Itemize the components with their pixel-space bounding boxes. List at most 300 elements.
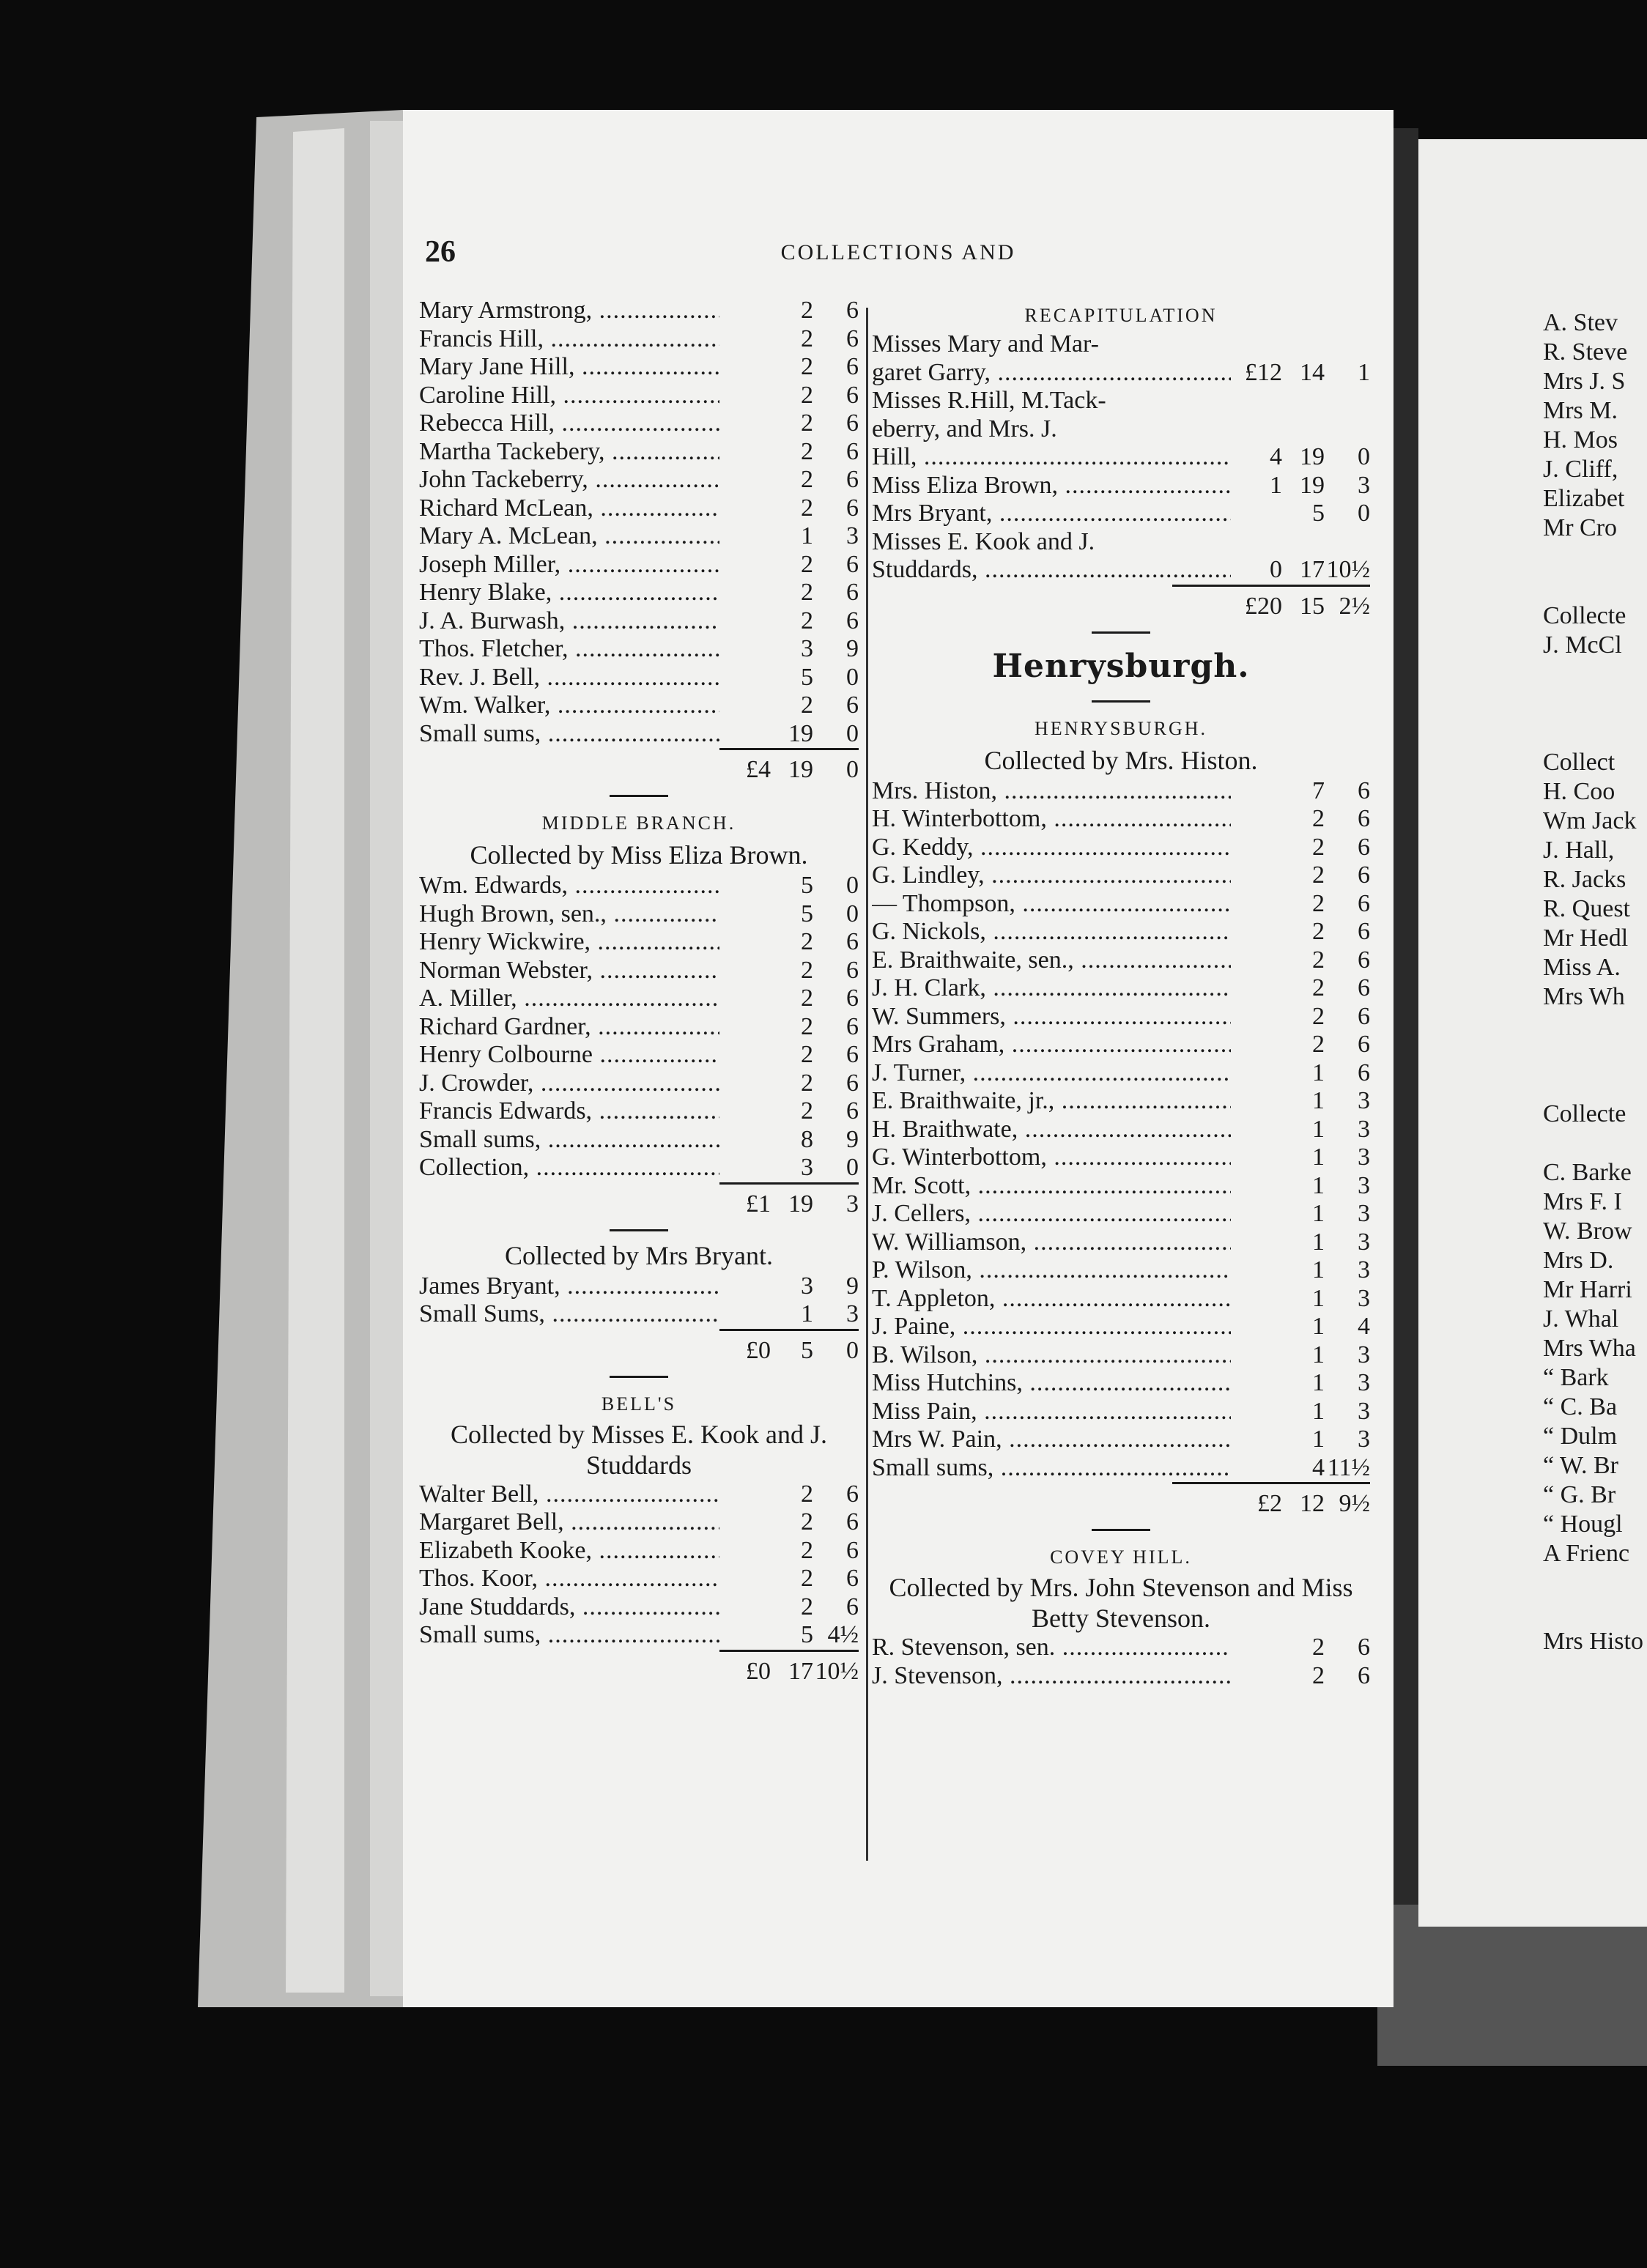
- shillings-value: 2: [801, 1012, 813, 1040]
- pence-value: 0: [1358, 443, 1370, 470]
- entry-name: Mrs. Histon, .....: [872, 777, 1231, 806]
- total-row: £1 19 3: [719, 1182, 859, 1221]
- table-row: [872, 472, 1370, 500]
- entry-name: Mrs Graham, .....: [872, 1031, 1231, 1059]
- table-row: [872, 1256, 1370, 1285]
- shillings-value: 2: [801, 550, 813, 578]
- pence-value: 3: [1358, 1228, 1370, 1256]
- pence-value: 6: [1358, 861, 1370, 889]
- entry-name: Norman Webster, .....: [419, 957, 719, 985]
- facing-line: [1543, 719, 1647, 749]
- facing-line: Mrs Wh: [1543, 983, 1625, 1010]
- shillings-value: 1: [1312, 1087, 1325, 1114]
- entry-name: Henry Wickwire, .....: [419, 928, 719, 957]
- pence-value: 6: [846, 1593, 859, 1620]
- table-row: [872, 946, 1370, 975]
- pence-value: 6: [1358, 833, 1370, 861]
- entry-name: E. Braithwaite, sen., .....: [872, 946, 1231, 975]
- table-row: [419, 325, 859, 354]
- table-row: [419, 1593, 859, 1622]
- facing-line: R. Jacks: [1543, 866, 1626, 893]
- entry-name: J. Cellers, .....: [872, 1200, 1231, 1228]
- entry-name: G. Keddy, .....: [872, 834, 1231, 862]
- collector-line: Collected by Mrs. Histon.: [984, 745, 1258, 775]
- table-row: [872, 777, 1370, 806]
- table-row: [419, 1013, 859, 1042]
- table-row: [419, 720, 859, 749]
- pence-value: 6: [846, 928, 859, 955]
- table-row: [419, 1041, 859, 1070]
- table-row: [872, 805, 1370, 834]
- table-row: [872, 415, 1370, 444]
- entry-name: Rev. J. Bell, .....: [419, 664, 719, 692]
- total-row: £0 5 0: [719, 1329, 859, 1368]
- page-header: [425, 234, 1372, 271]
- entry-name: Small sums, .....: [872, 1454, 1231, 1483]
- table-row: [872, 1634, 1370, 1662]
- table-row: [872, 387, 1370, 415]
- table-row: [872, 1228, 1370, 1257]
- entry-name: Collection, .....: [419, 1154, 719, 1182]
- pence-value: 6: [846, 579, 859, 606]
- table-row: [419, 410, 859, 438]
- pence-value: 6: [846, 466, 859, 493]
- facing-line: C. Barke: [1543, 1159, 1632, 1186]
- facing-line: A. Stev: [1543, 309, 1618, 336]
- shillings-value: 2: [1312, 1002, 1325, 1030]
- table-row: [872, 1398, 1370, 1426]
- shillings-value: 8: [801, 1125, 813, 1153]
- table-row: [872, 1662, 1370, 1691]
- left-column: [419, 297, 859, 1689]
- facing-line: Collecte: [1543, 602, 1626, 629]
- shillings-value: 5: [1312, 500, 1325, 527]
- total-row: £2 12 9½: [1172, 1482, 1370, 1521]
- shillings-value: 3: [801, 1272, 813, 1300]
- facing-line: “ Bark: [1543, 1364, 1609, 1391]
- pence-value: 11½: [1327, 1453, 1370, 1481]
- facing-page-fragment: [1418, 139, 1647, 1927]
- shillings-value: 2: [801, 607, 813, 634]
- entry-name: James Bryant, .....: [419, 1272, 719, 1301]
- facing-line: Elizabet: [1543, 485, 1625, 512]
- section-heading: COVEY HILL.: [1050, 1546, 1192, 1568]
- entry-name: Mrs W. Pain, .....: [872, 1426, 1231, 1454]
- entry-name: Henry Colbourne .....: [419, 1041, 719, 1070]
- facing-line: Mrs Histo: [1543, 1628, 1643, 1655]
- total-row: £20 15 2½: [1172, 585, 1370, 623]
- pence-value: 3: [1358, 1426, 1370, 1453]
- pence-value: 6: [846, 297, 859, 324]
- pence-value: 6: [1358, 1661, 1370, 1689]
- entry-name: Thos. Fletcher, .....: [419, 635, 719, 664]
- pence-value: 6: [1358, 946, 1370, 974]
- entry-name: Small sums, .....: [419, 1126, 719, 1155]
- subscriber-list: [872, 1634, 1370, 1690]
- table-row: [872, 1116, 1370, 1144]
- shillings-value: 5: [801, 872, 813, 899]
- table-row: [419, 985, 859, 1013]
- pence-value: 6: [846, 985, 859, 1012]
- table-row: [872, 443, 1370, 472]
- entry-name: J. Turner, .....: [872, 1059, 1231, 1088]
- pence-value: 6: [846, 410, 859, 437]
- pence-value: 9: [846, 1125, 859, 1153]
- table-row: [419, 872, 859, 900]
- subscriber-list: [419, 1480, 859, 1650]
- facing-page-lines: [1543, 309, 1647, 1657]
- pence-value: 6: [846, 607, 859, 634]
- entry-name: W. Williamson, .....: [872, 1228, 1231, 1257]
- shillings-value: 2: [801, 1508, 813, 1535]
- shillings-value: 2: [1312, 918, 1325, 945]
- shillings-value: 1: [1312, 1144, 1325, 1171]
- entry-name: Caroline Hill, .....: [419, 382, 719, 410]
- pence-value: 6: [846, 325, 859, 352]
- entry-name: J. Stevenson, .....: [872, 1662, 1231, 1691]
- collector-line: Collected by Misses E. Kook and J. Studdards: [451, 1419, 827, 1480]
- pence-value: 6: [1358, 1002, 1370, 1030]
- pence-value: 3: [1358, 471, 1370, 499]
- pence-value: 6: [846, 1069, 859, 1097]
- page-number: 26: [425, 235, 456, 269]
- facing-line: Mr Harri: [1543, 1276, 1632, 1303]
- facing-line: “ G. Br: [1543, 1481, 1616, 1508]
- entry-name: J. H. Clark, .....: [872, 974, 1231, 1003]
- entry-name: A. Miller, .....: [419, 985, 719, 1013]
- pence-value: 3: [1358, 1256, 1370, 1283]
- table-row: [419, 551, 859, 579]
- shillings-value: 1: [1312, 1341, 1325, 1368]
- entry-name: Hill, .....: [872, 443, 1231, 472]
- section-heading: MIDDLE BRANCH.: [541, 812, 736, 834]
- entry-name: — Thompson, .....: [872, 890, 1231, 919]
- entry-name: Francis Edwards, .....: [419, 1097, 719, 1126]
- entry-name: Joseph Miller, .....: [419, 551, 719, 579]
- pence-value: 6: [1358, 1031, 1370, 1058]
- pence-value: 3: [1358, 1171, 1370, 1199]
- pence-value: 6: [1358, 805, 1370, 832]
- section-rule: [419, 787, 859, 804]
- table-row: [419, 1508, 859, 1537]
- facing-line: [1543, 1042, 1647, 1071]
- shillings-value: 1: [1312, 1200, 1325, 1227]
- pence-value: 6: [1358, 974, 1370, 1001]
- entry-name: Small sums, .....: [419, 1621, 719, 1650]
- shillings-value: 2: [801, 297, 813, 324]
- facing-line: R. Quest: [1543, 895, 1630, 922]
- shillings-value: 1: [1312, 1256, 1325, 1283]
- facing-line: “ C. Ba: [1543, 1393, 1618, 1420]
- pounds-value: 4: [1270, 443, 1282, 470]
- shillings-value: 1: [1312, 1059, 1325, 1086]
- pence-value: 10½: [1326, 556, 1370, 583]
- pence-value: 6: [1358, 777, 1370, 804]
- entry-name: garet Garry, .....: [872, 359, 1231, 388]
- pence-value: 3: [1358, 1397, 1370, 1425]
- entry-name: Mr. Scott, .....: [872, 1172, 1231, 1201]
- shillings-value: 3: [801, 1154, 813, 1181]
- pence-value: 3: [1358, 1369, 1370, 1396]
- facing-line: “ Dulm: [1543, 1423, 1618, 1450]
- entry-name: Mary Jane Hill, .....: [419, 353, 719, 382]
- entry-name: John Tackeberry, .....: [419, 466, 719, 494]
- shillings-value: 2: [801, 579, 813, 606]
- shillings-value: 2: [801, 985, 813, 1012]
- pence-value: 6: [1358, 889, 1370, 917]
- pence-value: 6: [846, 550, 859, 578]
- shillings-value: 2: [801, 1041, 813, 1068]
- pence-value: 3: [1358, 1144, 1370, 1171]
- table-row: [872, 528, 1370, 557]
- pence-value: 6: [846, 1480, 859, 1508]
- section-rule: [872, 692, 1370, 710]
- table-row: [872, 1003, 1370, 1031]
- table-row: [872, 330, 1370, 359]
- shillings-value: 2: [801, 928, 813, 955]
- pence-value: 6: [846, 1565, 859, 1592]
- facing-line: [1543, 1569, 1647, 1598]
- section-rule: [419, 1221, 859, 1239]
- table-row: [419, 1070, 859, 1098]
- pence-value: 3: [1358, 1284, 1370, 1312]
- shillings-value: 2: [801, 1069, 813, 1097]
- table-row: [872, 1369, 1370, 1398]
- table-row: [419, 1154, 859, 1182]
- pence-value: 6: [846, 1508, 859, 1535]
- shillings-value: 3: [801, 635, 813, 662]
- pence-value: 3: [1358, 1115, 1370, 1143]
- shillings-value: 1: [801, 522, 813, 549]
- table-row: [419, 607, 859, 636]
- pence-value: 0: [846, 1154, 859, 1181]
- pence-value: 3: [1358, 1087, 1370, 1114]
- entry-name: Walter Bell, .....: [419, 1480, 719, 1509]
- shillings-value: 19: [1300, 471, 1325, 499]
- table-row: [419, 466, 859, 494]
- facing-line: H. Coo: [1543, 778, 1615, 805]
- entry-name: Elizabeth Kooke, .....: [419, 1537, 719, 1565]
- shillings-value: 2: [1312, 805, 1325, 832]
- shillings-value: 1: [1312, 1313, 1325, 1340]
- right-column: [872, 297, 1370, 1690]
- shillings-value: 2: [1312, 889, 1325, 917]
- entry-name: Francis Hill, .....: [419, 325, 719, 354]
- entry-name: P. Wilson, .....: [872, 1256, 1231, 1285]
- entry-name: G. Lindley, .....: [872, 861, 1231, 890]
- entry-name: H. Winterbottom, .....: [872, 805, 1231, 834]
- table-row: [872, 1144, 1370, 1172]
- shillings-value: 1: [1312, 1426, 1325, 1453]
- pounds-value: 1: [1270, 471, 1282, 499]
- table-row: [419, 1565, 859, 1593]
- pounds-value: 0: [1270, 556, 1282, 583]
- shillings-value: 4: [1312, 1453, 1325, 1481]
- pence-value: 6: [1358, 918, 1370, 945]
- pence-value: 6: [1358, 1059, 1370, 1086]
- shillings-value: 14: [1300, 358, 1325, 386]
- facing-line: Mrs J. S: [1543, 368, 1626, 395]
- shillings-value: 19: [788, 719, 813, 747]
- table-row: [419, 1126, 859, 1155]
- book-page: [403, 110, 1394, 2007]
- facing-line: J. Hall,: [1543, 837, 1615, 864]
- table-row: [872, 1454, 1370, 1483]
- facing-line: Collecte: [1543, 1100, 1626, 1127]
- facing-line: W. Brow: [1543, 1218, 1632, 1245]
- pence-value: 4½: [827, 1621, 859, 1648]
- entry-name: J. Crowder, .....: [419, 1070, 719, 1098]
- shillings-value: 2: [801, 1097, 813, 1124]
- facing-line: [1543, 661, 1647, 690]
- table-row: [419, 692, 859, 720]
- entry-name: Martha Tackebery, .....: [419, 438, 719, 467]
- shillings-value: 2: [1312, 974, 1325, 1001]
- table-row: [419, 1480, 859, 1509]
- shillings-value: 1: [1312, 1228, 1325, 1256]
- pence-value: 0: [846, 900, 859, 927]
- entry-name: Misses E. Kook and J.: [872, 527, 1095, 555]
- shillings-value: 2: [1312, 1634, 1325, 1661]
- pence-value: 9: [846, 635, 859, 662]
- facing-line: Wm Jack: [1543, 807, 1637, 834]
- table-row: [872, 974, 1370, 1003]
- entry-name: Wm. Edwards, .....: [419, 872, 719, 900]
- table-row: [872, 1285, 1370, 1313]
- entry-name: Studdards, .....: [872, 556, 1231, 585]
- shillings-value: 1: [801, 1300, 813, 1327]
- table-row: [419, 1537, 859, 1565]
- table-row: [872, 918, 1370, 946]
- entry-name: Jane Studdards, .....: [419, 1593, 719, 1622]
- shillings-value: 1: [1312, 1115, 1325, 1143]
- entry-name: H. Braithwate, .....: [872, 1116, 1231, 1144]
- shillings-value: 1: [1312, 1284, 1325, 1312]
- shillings-value: 1: [1312, 1369, 1325, 1396]
- section-rule: [419, 1368, 859, 1385]
- table-row: [872, 1341, 1370, 1370]
- facing-line: H. Mos: [1543, 426, 1618, 453]
- subscriber-list: [419, 872, 859, 1182]
- shillings-value: 1: [1312, 1171, 1325, 1199]
- shillings-value: 7: [1312, 777, 1325, 804]
- pence-value: 1: [1358, 358, 1370, 386]
- entry-name: Richard McLean, .....: [419, 494, 719, 523]
- pence-value: 6: [846, 1536, 859, 1564]
- shillings-value: 2: [801, 956, 813, 984]
- shillings-value: 17: [1300, 556, 1325, 583]
- facing-line: [1543, 544, 1647, 573]
- table-row: [419, 1300, 859, 1329]
- entry-name: G. Winterbottom, .....: [872, 1144, 1231, 1172]
- facing-line: [1543, 1598, 1647, 1628]
- total-row: £4 19 0: [719, 748, 859, 787]
- shillings-value: 2: [801, 1565, 813, 1592]
- pence-value: 6: [1358, 1634, 1370, 1661]
- recapitulation-list: [872, 330, 1370, 585]
- table-row: [419, 494, 859, 523]
- entry-name: Miss Eliza Brown, .....: [872, 472, 1231, 500]
- subscriber-list: [872, 777, 1370, 1483]
- section-heading: RECAPITULATION: [1024, 305, 1218, 326]
- facing-line: Mrs Wha: [1543, 1335, 1636, 1362]
- table-row: [419, 522, 859, 551]
- shillings-value: 2: [1312, 861, 1325, 889]
- section-rule: [872, 1521, 1370, 1538]
- entry-name: R. Stevenson, sen. .....: [872, 1634, 1231, 1662]
- facing-line: [1543, 1071, 1647, 1100]
- facing-line: Mrs F. I: [1543, 1188, 1622, 1215]
- entry-name: E. Braithwaite, jr., .....: [872, 1087, 1231, 1116]
- pence-value: 4: [1358, 1313, 1370, 1340]
- facing-line: Collect: [1543, 749, 1615, 776]
- shillings-value: 2: [801, 466, 813, 493]
- running-title: COLLECTIONS AND: [780, 240, 1016, 264]
- facing-line: J. McCl: [1543, 631, 1622, 659]
- table-row: [419, 438, 859, 467]
- pence-value: 9: [846, 1272, 859, 1300]
- table-row: [419, 297, 859, 325]
- entry-name: Miss Hutchins, .....: [872, 1369, 1231, 1398]
- pence-value: 6: [846, 1012, 859, 1040]
- table-row: [419, 1621, 859, 1650]
- section-heading: BELL'S: [601, 1393, 677, 1415]
- facing-line: [1543, 1012, 1647, 1042]
- facing-line: J. Whal: [1543, 1305, 1619, 1333]
- shillings-value: 19: [1300, 443, 1325, 470]
- collector-line: Collected by Mrs Bryant.: [505, 1240, 773, 1270]
- facing-line: “ Hougl: [1543, 1511, 1623, 1538]
- table-row: [872, 1200, 1370, 1228]
- table-row: [872, 500, 1370, 528]
- entry-name: T. Appleton, .....: [872, 1285, 1231, 1313]
- facing-line: Mrs M.: [1543, 397, 1618, 424]
- facing-line: [1543, 690, 1647, 719]
- collector-line: Collected by Mrs. John Stevenson and Miss Betty Stevenson.: [889, 1573, 1353, 1633]
- pence-value: 6: [846, 692, 859, 719]
- shillings-value: 2: [801, 325, 813, 352]
- shillings-value: 1: [1312, 1397, 1325, 1425]
- shillings-value: 5: [801, 663, 813, 691]
- facing-line: A Frienc: [1543, 1540, 1630, 1567]
- section-heading: HENRYSBURGH.: [1034, 717, 1208, 739]
- shillings-value: 2: [801, 437, 813, 465]
- shillings-value: 2: [1312, 946, 1325, 974]
- table-row: [419, 1097, 859, 1126]
- shillings-value: 2: [801, 1480, 813, 1508]
- entry-name: Small sums, .....: [419, 720, 719, 749]
- pence-value: 6: [846, 381, 859, 409]
- pence-value: 3: [1358, 1200, 1370, 1227]
- facing-line: Mrs D.: [1543, 1247, 1614, 1274]
- facing-line: Mr Cro: [1543, 514, 1618, 541]
- entry-name: Mary A. McLean, .....: [419, 522, 719, 551]
- entry-name: Mrs Bryant, .....: [872, 500, 1231, 528]
- entry-name: Misses R.Hill, M.Tack-: [872, 387, 1106, 414]
- entry-name: B. Wilson, .....: [872, 1341, 1231, 1370]
- pence-value: 6: [846, 437, 859, 465]
- pounds-value: £12: [1245, 358, 1282, 386]
- facing-line: R. Steve: [1543, 338, 1628, 366]
- pence-value: 0: [1358, 500, 1370, 527]
- section-rule: [872, 623, 1370, 641]
- entry-name: J. Paine, .....: [872, 1313, 1231, 1341]
- pence-value: 6: [846, 353, 859, 380]
- entry-name: W. Summers, .....: [872, 1003, 1231, 1031]
- table-row: [419, 664, 859, 692]
- table-row: [872, 1172, 1370, 1201]
- table-row: [872, 861, 1370, 890]
